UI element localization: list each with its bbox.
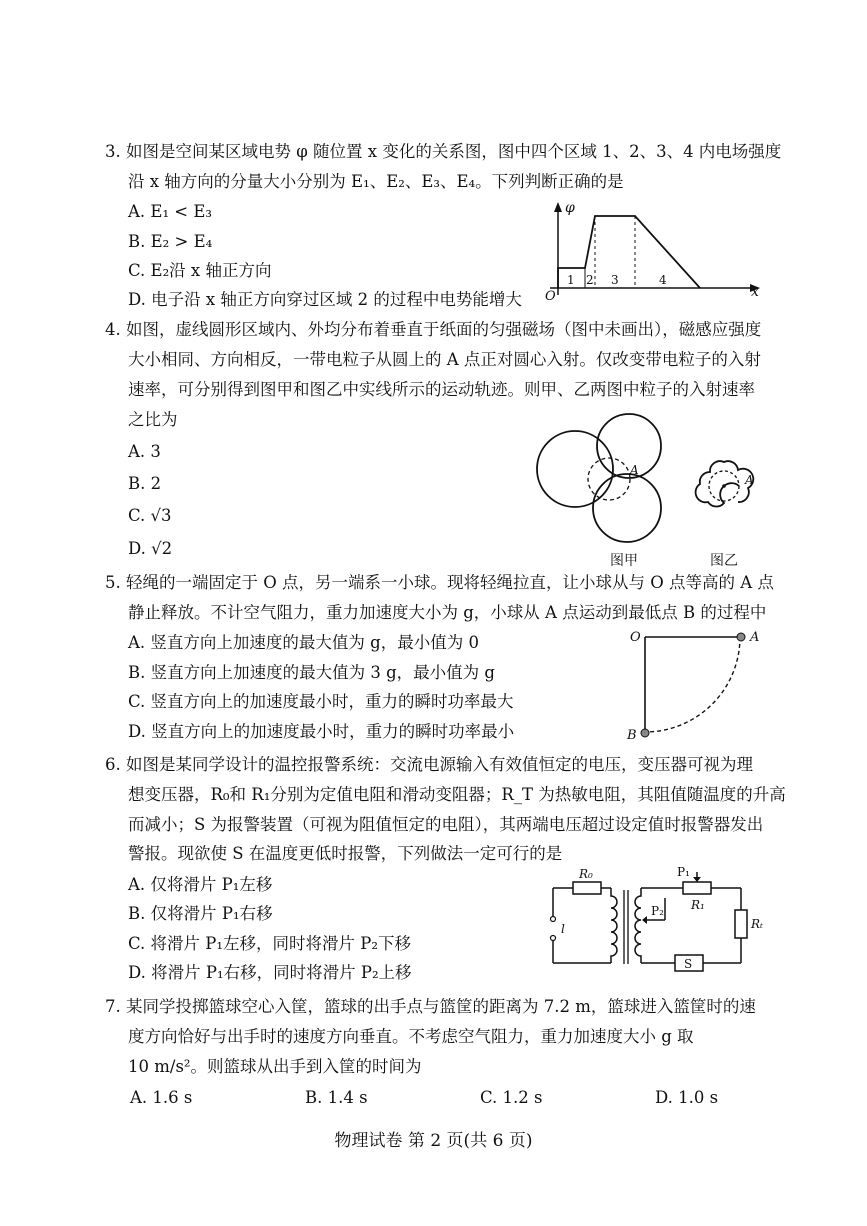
q3-option-c: C. E₂沿 x 轴正方向 [128, 261, 272, 280]
q3-y-arrow [554, 202, 562, 212]
q7-option-b: B. 1.4 s [305, 1088, 368, 1107]
q7-stem-line-2: 度方向恰好与出手时的速度方向垂直。不考虑空气阻力，重力加速度大小 g 取 [128, 1027, 694, 1046]
q3-stem-line-2: 沿 x 轴方向的分量大小分别为 E₁、E₂、E₃、E₄。下列判断正确的是 [128, 172, 624, 191]
q6-source-terminal-top [551, 917, 556, 922]
q6-resistor-r1 [683, 882, 711, 894]
q4-option-d: D. √2 [128, 539, 173, 558]
q5-ball-a [737, 633, 745, 641]
q5-swing-arc [645, 637, 740, 732]
q6-option-a: A. 仅将滑片 P₁左移 [128, 875, 273, 894]
q4b-point-a-label: A [745, 473, 754, 487]
q6-stem-line-2: 想变压器，R₀和 R₁分别为定值电阻和滑动变阻器；R_T 为热敏电阻，其阻值随温度的升高 [128, 785, 786, 804]
q3-region-4: 4 [659, 273, 667, 287]
q6-label-p1: P₁ [677, 865, 690, 879]
q6-secondary-coil [635, 888, 641, 963]
q5-option-a: A. 竖直方向上加速度的最大值为 g，最小值为 0 [128, 633, 479, 652]
q4-figure-a [535, 415, 695, 569]
q4-stem-line-3: 速率，可分别得到图甲和图乙中实线所示的运动轨迹。则甲、乙两图中粒子的入射速率 [128, 380, 755, 399]
q3-option-b: B. E₂ > E₄ [128, 232, 213, 251]
q6-label-r1: R₁ [691, 898, 705, 912]
q7-stem-line-1: 7. 某同学投掷篮球空心入筐，篮球的出手点与篮筐的距离为 7.2 m，篮球进入篮筐时的速 [105, 997, 756, 1016]
q4a-trajectory-circle-top [597, 414, 661, 478]
q6-primary-coil [611, 888, 617, 963]
q4-stem-line-1: 4. 如图，虚线圆形区域内、外均分布着垂直于纸面的匀强磁场（图中未画出），磁感应强度 [105, 320, 762, 339]
q6-option-c: C. 将滑片 P₁左移，同时将滑片 P₂下移 [128, 934, 411, 953]
q7-option-a: A. 1.6 s [130, 1088, 193, 1107]
q5-stem-line-2: 静止释放。不计空气阻力，重力加速度大小为 g，小球从 A 点运动到最低点 B 的过程中 [128, 603, 767, 622]
q3-region-3: 3 [611, 273, 619, 287]
q3-region-1: 1 [567, 273, 575, 287]
q6-source-label: l [561, 922, 565, 936]
q4-option-b: B. 2 [128, 474, 162, 493]
q3-potential-curve [558, 216, 700, 288]
q6-stem-line-4: 警报。现欲使 S 在温度更低时报警，下列做法一定可行的是 [128, 844, 563, 863]
q6-label-p2: P₂ [651, 904, 664, 918]
q6-option-b: B. 仅将滑片 P₁右移 [128, 904, 273, 923]
q6-circuit-figure [545, 865, 770, 973]
q3-x-label: x [751, 284, 759, 300]
q5-option-d: D. 竖直方向上的加速度最小时，重力的瞬时功率最小 [128, 722, 515, 741]
q6-resistor-rt [735, 910, 747, 938]
q5-label-a: A [750, 630, 760, 645]
q5-stem-line-1: 5. 轻绳的一端固定于 O 点，另一端系一小球。现将轻绳拉直，让小球从与 O 点等高的 A 点 [105, 573, 774, 592]
q4a-trajectory-circle-left [537, 431, 613, 507]
q6-slider-p2-arrow [642, 916, 647, 924]
q4a-point-a-label: A [630, 463, 639, 477]
q6-label-rt: Rₜ [751, 917, 763, 931]
page-footer: 物理试卷 第 2 页(共 6 页) [334, 1131, 533, 1151]
q6-label-r0: R₀ [579, 867, 593, 881]
q6-option-d: D. 将滑片 P₁右移，同时将滑片 P₂上移 [128, 963, 412, 982]
q4-option-c: C. √3 [128, 506, 172, 525]
q7-stem-line-3: 10 m/s²。则篮球从出手到入筐的时间为 [128, 1057, 422, 1076]
q5-label-b: B [627, 728, 637, 743]
q3-y-label: φ [565, 200, 575, 216]
q4a-trajectory-circle-bottom [593, 474, 661, 542]
q7-option-d: D. 1.0 s [655, 1088, 719, 1107]
q3-option-a: A. E₁ < E₃ [128, 202, 213, 221]
q6-stem-line-3: 而减小；S 为报警装置（可视为阻值恒定的电阻），其两端电压超过设定值时报警器发出 [128, 815, 764, 834]
q6-stem-line-1: 6. 如图是某同学设计的温控报警系统：交流电源输入有效值恒定的电压，变压器可视为理 [105, 755, 753, 774]
q3-potential-graph [535, 200, 765, 304]
q3-stem-line-1: 3. 如图是空间某区域电势 φ 随位置 x 变化的关系图，图中四个区域 1、2、3、4 内电场强度 [105, 142, 782, 161]
q4-figure-b-caption: 图乙 [710, 553, 738, 569]
q3-option-d: D. 电子沿 x 轴正方向穿过区域 2 的过程中电势能增大 [128, 290, 522, 309]
q4-option-a: A. 3 [128, 442, 161, 461]
q6-source-terminal-bottom [551, 936, 556, 941]
q5-ball-b [641, 729, 649, 737]
q6-label-s: S [684, 957, 693, 971]
q4-stem-line-4: 之比为 [128, 410, 178, 429]
q4-stem-line-2: 大小相同、方向相反，一带电粒子从圆上的 A 点正对圆心入射。仅改变带电粒子的入射 [128, 350, 761, 369]
q5-label-o: O [630, 630, 641, 645]
q3-region-2: 2 [586, 273, 594, 287]
q4b-center-dot [722, 484, 726, 488]
q3-origin-label: O [545, 289, 556, 304]
q4-figure-b [690, 448, 770, 569]
q7-option-c: C. 1.2 s [480, 1088, 543, 1107]
q4-figure-a-caption: 图甲 [610, 553, 638, 569]
q5-option-b: B. 竖直方向上加速度的最大值为 3 g，最小值为 g [128, 663, 495, 682]
q5-pendulum-figure [625, 625, 765, 745]
q6-resistor-r0 [573, 882, 601, 894]
q5-option-c: C. 竖直方向上的加速度最小时，重力的瞬时功率最大 [128, 692, 514, 711]
